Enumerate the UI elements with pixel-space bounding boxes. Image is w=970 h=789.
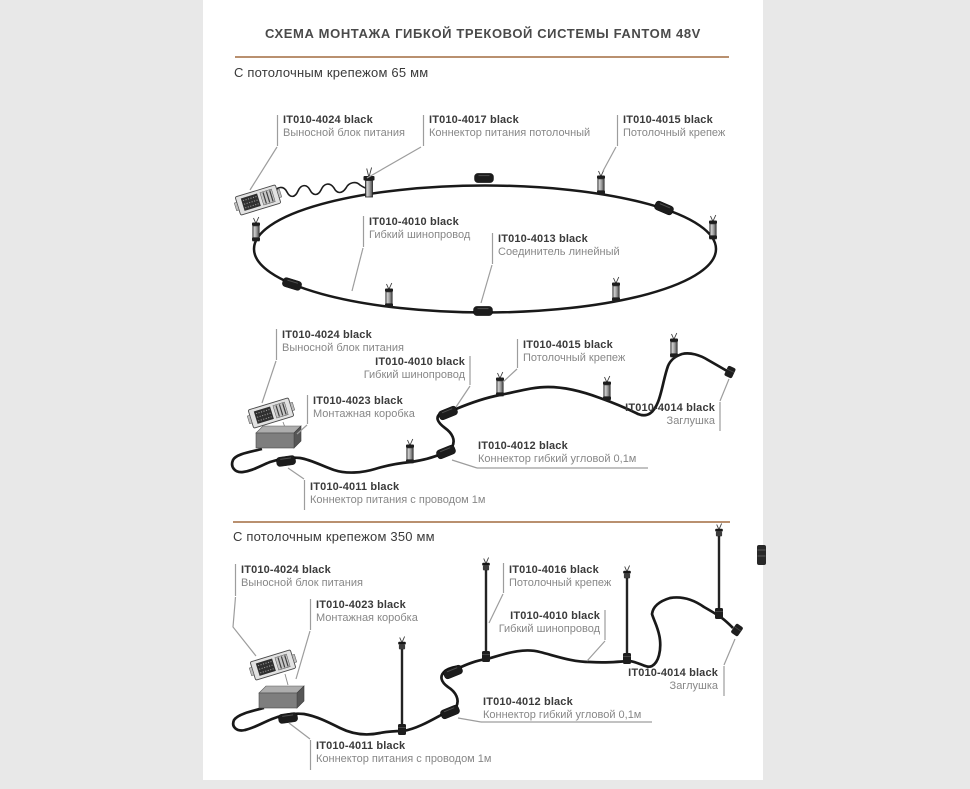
part-description: Выносной блок питания bbox=[241, 577, 363, 589]
part-label-wave65-end-cap bbox=[625, 402, 715, 428]
part-label-wave65-corner-conn bbox=[478, 440, 636, 466]
part-description: Коннектор питания с проводом 1м bbox=[316, 753, 492, 765]
part-number: IT010-4017 black bbox=[429, 114, 519, 126]
part-number: IT010-4015 black bbox=[523, 339, 613, 351]
part-label-wave350-end-cap bbox=[628, 667, 718, 693]
part-label-wave350-ceiling-mount bbox=[509, 564, 611, 590]
part-number: IT010-4014 black bbox=[628, 667, 718, 679]
section-heading-65mm: С потолочным крепежом 65 мм bbox=[234, 65, 429, 80]
part-number: IT010-4014 black bbox=[625, 402, 715, 414]
part-description: Коннектор питания потолочный bbox=[429, 127, 591, 139]
part-number: IT010-4012 black bbox=[478, 440, 568, 452]
part-label-wave350-corner-conn bbox=[483, 696, 641, 722]
part-label-wave350-feed-cord bbox=[316, 740, 491, 766]
part-description: Гибкий шинопровод bbox=[363, 369, 465, 381]
part-description: Коннектор гибкий угловой 0,1м bbox=[483, 709, 642, 721]
part-label-wave65-feed-cord bbox=[310, 481, 485, 507]
part-number: IT010-4011 black bbox=[310, 481, 400, 493]
part-number: IT010-4024 black bbox=[283, 114, 373, 126]
part-label-ring65-feed-connector bbox=[429, 114, 590, 140]
part-number: IT010-4015 black bbox=[623, 114, 713, 126]
part-description: Заглушка bbox=[669, 680, 718, 692]
part-number: IT010-4010 black bbox=[510, 610, 600, 622]
part-number: IT010-4010 black bbox=[375, 356, 465, 368]
part-description: Монтажная коробка bbox=[313, 408, 415, 420]
part-description: Выносной блок питания bbox=[283, 127, 405, 139]
part-label-wave350-mounting-box bbox=[316, 599, 418, 625]
part-label-wave65-mounting-box bbox=[313, 395, 415, 421]
part-number: IT010-4012 black bbox=[483, 696, 573, 708]
part-description: Потолочный крепеж bbox=[523, 352, 626, 364]
part-label-wave350-power-supply bbox=[241, 564, 363, 590]
part-number: IT010-4010 black bbox=[369, 216, 459, 228]
part-description: Коннектор питания с проводом 1м bbox=[310, 494, 486, 506]
part-description: Коннектор гибкий угловой 0,1м bbox=[478, 453, 637, 465]
part-label-wave65-power-supply bbox=[282, 329, 404, 355]
part-number: IT010-4023 black bbox=[316, 599, 406, 611]
part-description: Гибкий шинопровод bbox=[498, 623, 600, 635]
part-label-wave65-ceiling-mount bbox=[523, 339, 625, 365]
part-number: IT010-4023 black bbox=[313, 395, 403, 407]
part-label-wave65-flex-track bbox=[364, 356, 465, 382]
part-label-ring65-linear-joint bbox=[498, 233, 620, 259]
part-description: Монтажная коробка bbox=[316, 612, 418, 624]
part-description: Заглушка bbox=[666, 415, 715, 427]
part-number: IT010-4024 black bbox=[282, 329, 372, 341]
part-description: Выносной блок питания bbox=[282, 342, 404, 354]
part-number: IT010-4011 black bbox=[316, 740, 406, 752]
section-heading-350mm: С потолочным крепежом 350 мм bbox=[233, 529, 435, 544]
page-title: СХЕМА МОНТАЖА ГИБКОЙ ТРЕКОВОЙ СИСТЕМЫ FANTOM 48V bbox=[265, 26, 701, 41]
part-label-ring65-ceiling-mount bbox=[623, 114, 725, 140]
part-label-wave350-flex-track bbox=[499, 610, 600, 636]
part-number: IT010-4013 black bbox=[498, 233, 588, 245]
part-description: Соединитель линейный bbox=[498, 246, 620, 258]
part-label-ring65-power-supply bbox=[283, 114, 405, 140]
part-description: Гибкий шинопровод bbox=[369, 229, 471, 241]
part-description: Потолочный крепеж bbox=[509, 577, 612, 589]
part-description: Потолочный крепеж bbox=[623, 127, 726, 139]
part-label-ring65-flex-track bbox=[369, 216, 470, 242]
part-number: IT010-4016 black bbox=[509, 564, 599, 576]
part-number: IT010-4024 black bbox=[241, 564, 331, 576]
